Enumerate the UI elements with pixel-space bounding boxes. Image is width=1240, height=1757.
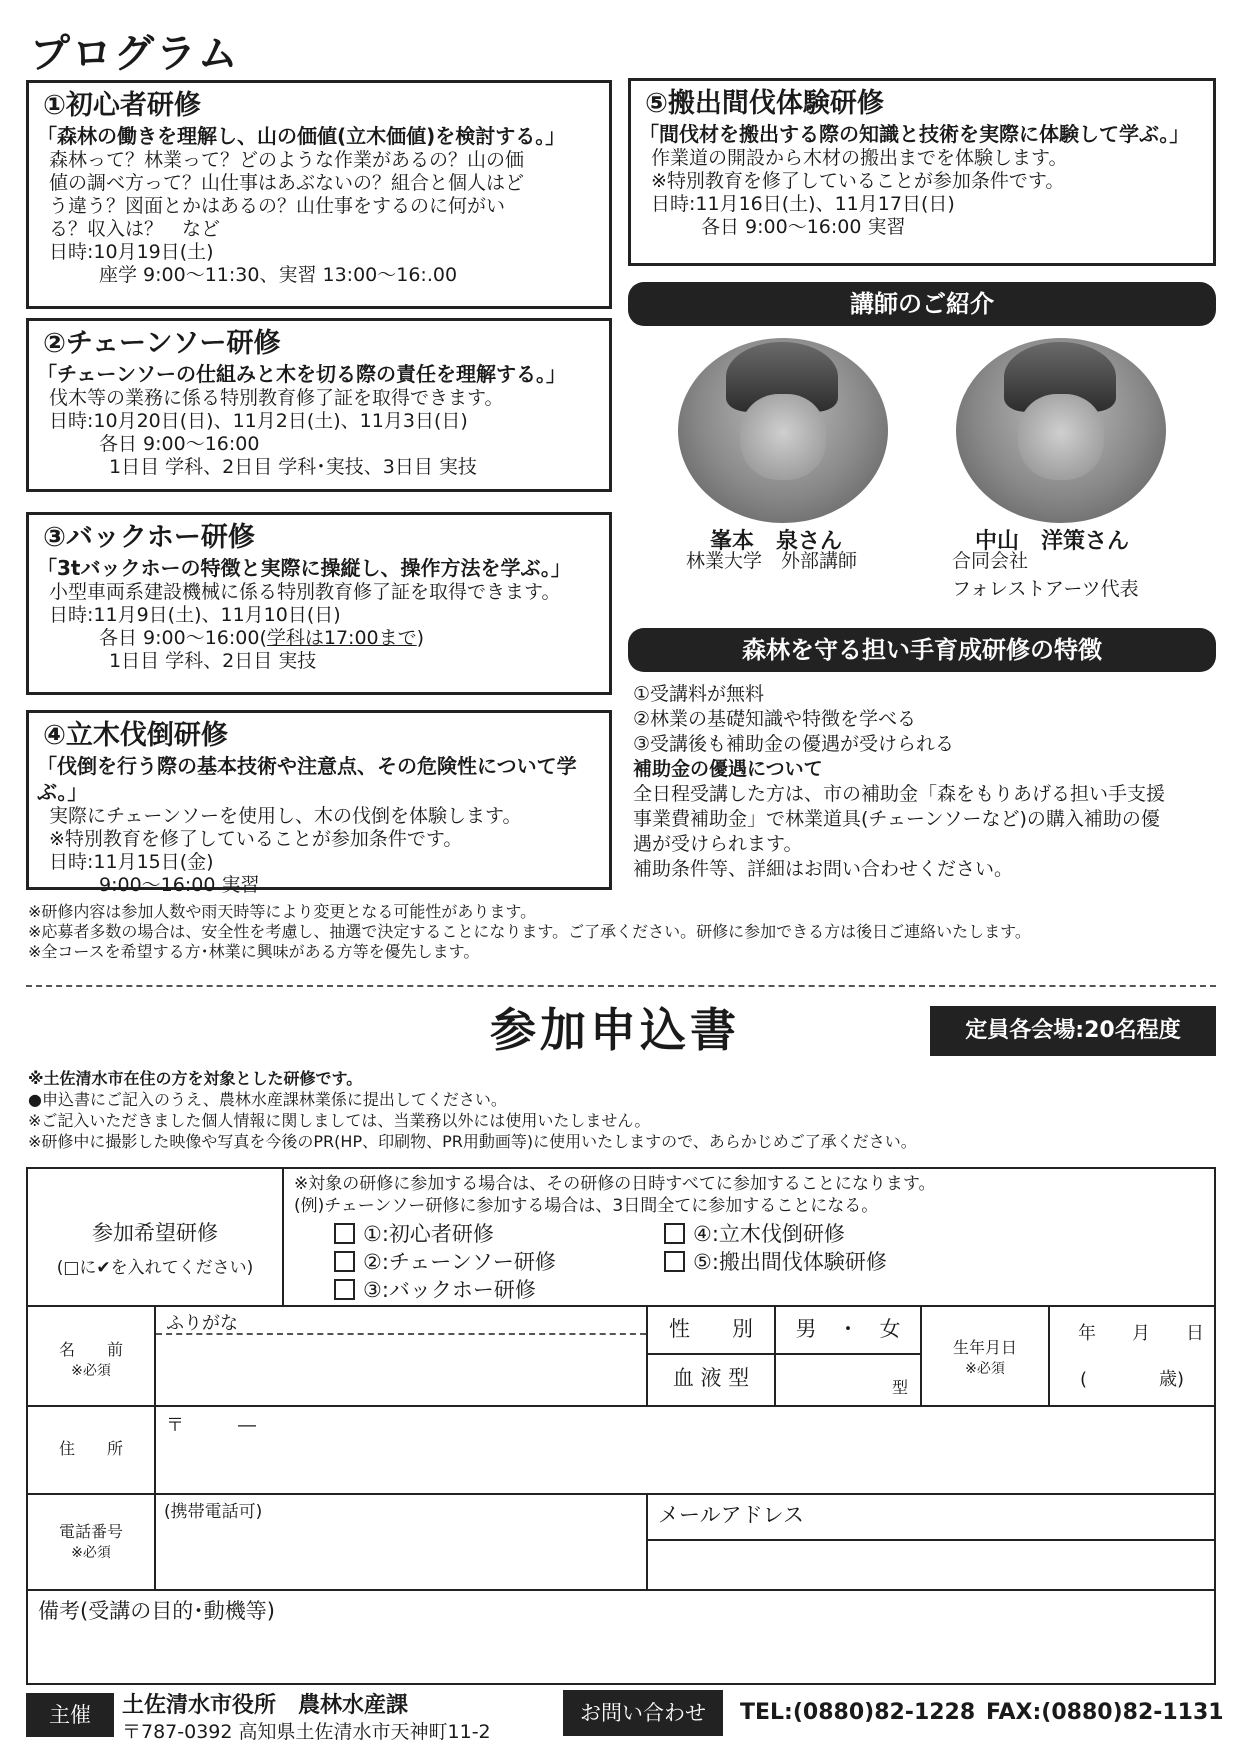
course-time: 9:00～16:00 実習 [99,874,260,896]
course-subtitle: 「伐倒を行う際の基本技術や注意点、その危険性について学ぶ。」 [37,754,577,804]
instructor-name-1: 峯本 泉さん [710,529,843,554]
date-label: 日時 [49,410,88,432]
option-label: ⑤:搬出間伐体験研修 [693,1250,887,1274]
address-label: 住 所 [28,1405,156,1493]
cut-line [26,985,1216,987]
option-3[interactable] [334,1277,536,1303]
face-icon [740,394,826,480]
instructor-role-1: 林業大学 外部講師 [686,550,858,572]
features-heading: 森林を守る担い手育成研修の特徴 [628,628,1216,672]
course-text: 森林って？林業って？どのような作業があるの？山の価 [49,149,525,171]
course-time: 各日 9:00～16:00( [99,627,267,649]
instructor-role-2b: フォレストアーツ代表 [952,578,1139,600]
course-note-1: ※対象の研修に参加する場合は、その研修の日時すべてに参加することになります。 [294,1174,936,1194]
option-5[interactable] [664,1249,887,1275]
subsidy-text: 補助条件等、詳細はお問い合わせください。 [633,858,1014,880]
subsidy-text: 遇が受けられます。 [633,833,803,855]
course-box-4 [26,710,612,896]
course-date: :11月9日(土)、11月10日(日) [87,604,341,626]
course-text: 実際にチェーンソーを使用し、木の伐倒を体験します。 [49,805,522,827]
form-note-bold: ※土佐清水市在住の方を対象とした研修です。 [28,1069,363,1088]
checkbox[interactable] [664,1251,685,1272]
course-extra: 1日目 学科、2日目 学科･実技、3日目 実技 [109,456,477,478]
email-input[interactable] [648,1541,1214,1589]
course-note-2: (例)チェーンソー研修に参加する場合は、3日間全てに参加することになる。 [294,1196,879,1216]
course-time-note: 学科は17:00まで [266,627,417,649]
phone-label: 電話番号 [58,1522,123,1541]
course-title: ④立木伐倒研修 [43,720,228,751]
birth-field[interactable] [1050,1305,1214,1405]
course-box-2 [26,318,612,492]
course-subtitle: 「間伐材を搬出する際の知識と技術を実際に体験して学ぶ。」 [639,122,1190,146]
birth-label: 生年月日 [952,1338,1017,1357]
host-org: 土佐清水市役所 農林水産課 [122,1693,409,1718]
checkbox[interactable] [334,1251,355,1272]
blood-field[interactable] [776,1355,922,1405]
course-time: 各日 9:00～16:00 [99,433,260,455]
subsidy-text: 事業費補助金」で林業道具(チェーンソーなど)の購入補助の優 [633,808,1160,830]
gender-label: 性 別 [648,1305,776,1355]
contact-fax: FAX:(0880)82-1131 [986,1700,1224,1725]
option-label: ④:立木伐倒研修 [693,1222,845,1246]
instructor-role-2: 合同会社 [952,550,1029,572]
date-label: 日時 [651,193,690,215]
remarks-label: 備考(受講の目的･動機等) [38,1599,275,1623]
course-subtitle: 「3tバックホーの特徴と実際に操縦し、操作方法を学ぶ。」 [37,556,571,580]
blood-label: 血 液 型 [648,1355,776,1405]
course-text: う違う？図面とかはあるの？山仕事をするのに何がい [49,195,506,217]
subsidy-heading: 補助金の優遇について [633,758,823,780]
date-label: 日時 [49,851,88,873]
option-label: ①:初心者研修 [363,1222,494,1246]
subsidy-text: 全日程受講した方は、市の補助金「森をもりあげる担い手支援 [633,783,1166,805]
host-label: 主催 [26,1693,114,1737]
note: ※研修内容は参加人数や雨天時等により変更となる可能性があります。 [28,902,537,921]
option-4[interactable] [664,1221,845,1247]
course-box-3 [26,512,612,695]
instructor-name-2: 中山 洋策さん [975,529,1130,554]
course-hint: (□に✔を入れてください) [56,1258,254,1278]
instructor-photo-1 [678,338,888,523]
course-text: ※特別教育を修了していることが参加条件です。 [651,170,1065,192]
furigana-label: ふりがな [156,1307,646,1335]
name-label-cell [28,1305,156,1405]
option-1[interactable] [334,1221,494,1247]
program-notes [28,902,1218,962]
note: ※全コースを希望する方･林業に興味がある方等を優先します。 [28,942,480,961]
course-date: :10月19日(土) [87,241,214,263]
capacity-badge: 定員各会場:20名程度 [930,1006,1216,1056]
age-field: ( 歳) [1079,1369,1185,1390]
form-notes [28,1068,1218,1152]
course-subtitle: 「森林の働きを理解し、山の価値(立木価値)を検討する。」 [37,124,566,148]
feature-item: ③受講後も補助金の優遇が受けられる [633,733,955,755]
date-label: 日時 [49,241,88,263]
course-box-5 [628,78,1216,266]
postal-mark: 〒 ― [166,1415,256,1436]
required-mark: ※必須 [71,1545,111,1561]
course-date: :10月20日(日)、11月2日(土)、11月3日(日) [87,410,468,432]
program-title: プログラム [30,31,240,77]
form-note: ※ご記入いただきました個人情報に関しましては、当業務以外には使用いたしません。 [28,1111,651,1130]
course-extra: 1日目 学科、2日目 実技 [109,650,317,672]
option-label: ③:バックホー研修 [363,1278,536,1302]
course-selection-label-cell [28,1169,284,1305]
phone-input[interactable] [156,1493,648,1589]
host-address: 〒787-0392 高知県土佐清水市天神町11-2 [122,1721,491,1743]
checkbox[interactable] [334,1279,355,1300]
course-date: :11月15日(金) [87,851,214,873]
form-title: 参加申込書 [490,1003,740,1057]
option-label: ②:チェーンソー研修 [363,1250,556,1274]
address-input[interactable] [156,1405,1214,1493]
course-text: 値の調べ方って？山仕事はあぶないの？組合と個人はど [49,172,525,194]
blood-unit: 型 [891,1378,908,1397]
course-title: ①初心者研修 [43,90,201,121]
course-text: る？収入は？ など [49,218,221,240]
course-label: 参加希望研修 [92,1221,218,1245]
name-input[interactable] [156,1305,648,1405]
option-2[interactable] [334,1249,556,1275]
course-text: ※特別教育を修了していることが参加条件です。 [49,828,463,850]
form-note: ※研修中に撮影した映像や写真を今後のPR(HP、印刷物、PR用動画等)に使用いたしますので、あらかじめご了承ください。 [28,1132,917,1151]
course-title: ⑤搬出間伐体験研修 [645,88,884,119]
course-time: 各日 9:00～16:00 実習 [701,216,906,238]
name-label: 名 前 [58,1340,123,1359]
features-list [633,682,1223,882]
course-time-end: ) [416,627,425,649]
personal-info-grid [26,1305,1216,1685]
instructor-photo-2 [956,338,1166,523]
date-label: 日時 [49,604,88,626]
note: ※応募者多数の場合は、安全性を考慮し、抽選で決定することになります。ご了承ください。研修に参加できる方は後日ご連絡いたします。 [28,922,1031,941]
course-text: 伐木等の業務に係る特別教育修了証を取得できます。 [49,387,504,409]
course-subtitle: 「チェーンソーの仕組みと木を切る際の責任を理解する。」 [37,362,566,386]
face-icon [1018,394,1104,480]
form-note: ●申込書にご記入のうえ、農林水産課林業係に提出してください。 [28,1090,507,1109]
required-mark: ※必須 [71,1363,111,1379]
course-title: ②チェーンソー研修 [43,328,281,359]
checkbox[interactable] [334,1223,355,1244]
phone-label-cell [28,1493,156,1589]
course-text: 作業道の開設から木材の搬出までを体験します。 [651,147,1068,169]
course-box-1 [26,80,612,309]
feature-item: ②林業の基礎知識や特徴を学べる [633,708,917,730]
phone-hint: (携帯電話可) [164,1502,263,1522]
course-title: ③バックホー研修 [43,522,255,553]
course-selection-block [26,1167,1216,1307]
birth-ymd: 年 月 日 [1078,1323,1204,1344]
course-date: :11月16日(土)、11月17日(日) [689,193,955,215]
course-text: 小型車両系建設機械に係る特別教育修了証を取得できます。 [49,581,561,603]
gender-field[interactable]: 男 ・ 女 [776,1305,922,1355]
remarks-input[interactable] [28,1589,1214,1683]
contact-tel: TEL:(0880)82-1228 [740,1700,976,1725]
feature-item: ①受講料が無料 [633,683,765,705]
email-label: メールアドレス [648,1493,1214,1541]
required-mark: ※必須 [965,1361,1005,1377]
birth-label-cell [922,1305,1050,1405]
instructors-heading: 講師のご紹介 [628,282,1216,326]
checkbox[interactable] [664,1223,685,1244]
contact-label: お問い合わせ [563,1690,723,1736]
course-time: 座学 9:00～11:30、実習 13:00～16:.00 [99,264,458,286]
